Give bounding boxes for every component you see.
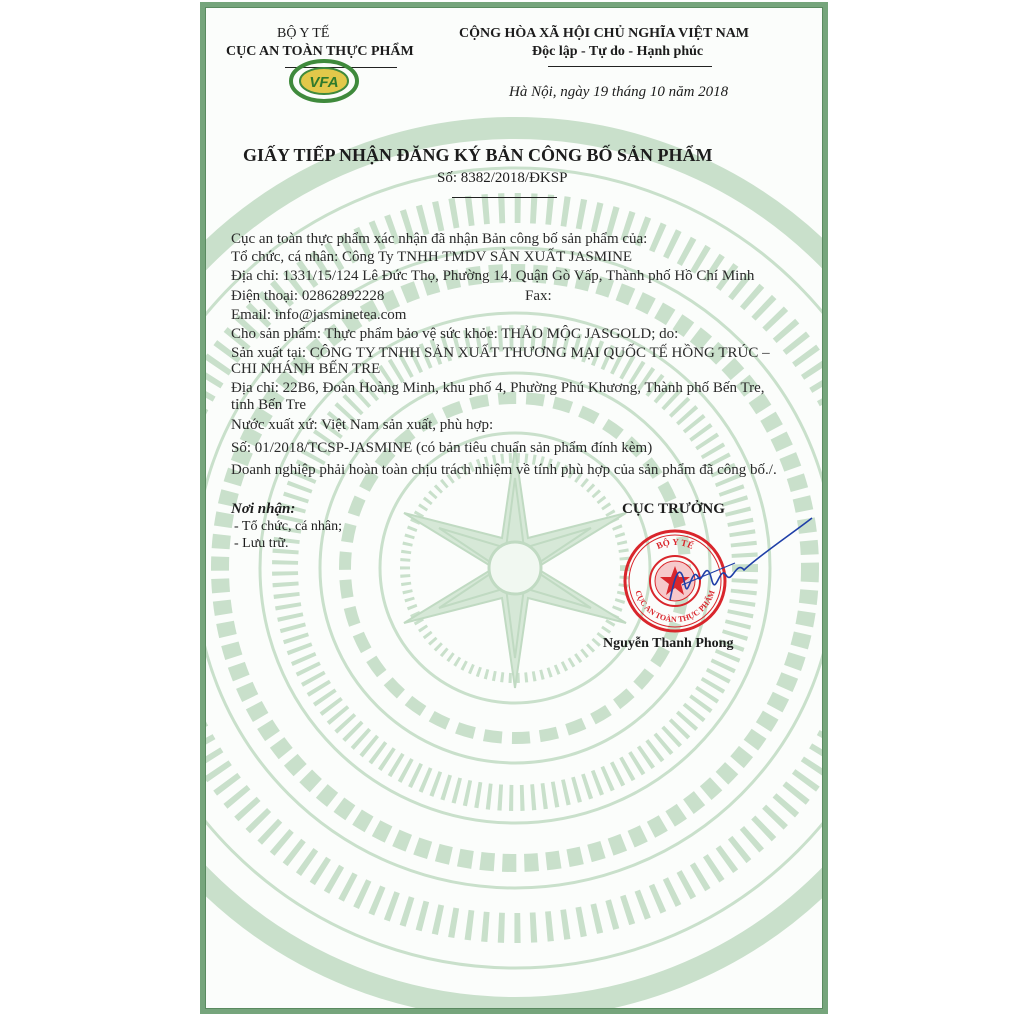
stamp-top-text: BỘ Y TẾ [654,536,696,551]
national-motto: Độc lập - Tự do - Hạnh phúc [532,44,704,59]
organization-address: Địa chỉ: 1331/15/124 Lê Đức Thọ, Phường 14, Quận Gò Vấp, Thành phố Hồ Chí Minh [231,268,755,284]
recipients-heading: Nơi nhận: [231,501,296,517]
vfa-logo-text: VFA [309,74,339,91]
agency-name: CỤC AN TOÀN THỰC PHẨM [226,44,414,59]
motto-underline [548,66,712,67]
title-underline [452,197,557,198]
handwritten-signature [640,515,820,625]
responsibility-line: Doanh nghiệp phải hoàn toàn chịu trách nhiệm về tính phù hợp của sản phẩm đã công bố./. [231,462,777,478]
manufacturer-line-2: CHI NHÁNH BẾN TRE [231,361,381,377]
registration-number: Số: 8382/2018/ĐKSP [437,170,568,186]
manufacturer-line-1: Sản xuất tại: CÔNG TY TNHH SẢN XUẤT THƯƠNG MẠI QUỐC TẾ HỒNG TRÚC – [231,345,770,361]
ministry-name: BỘ Y TẾ [277,26,330,41]
email-line: Email: info@jasminetea.com [231,307,407,323]
product-line: Cho sản phẩm: Thực phẩm bảo vệ sức khỏe: THẢO MỘC JASGOLD; do: [231,326,679,342]
signatory-name: Nguyễn Thanh Phong [603,636,734,651]
recipient-item: - Tổ chức, cá nhân; [234,519,343,534]
standard-line: Số: 01/2018/TCSP-JASMINE (có bản tiêu chuẩn sản phẩm đính kèm) [231,440,653,456]
organization-line: Tổ chức, cá nhân: Công Ty TNHH TMDV SẢN XUẤT JASMINE [231,249,633,265]
place-date: Hà Nội, ngày 19 tháng 10 năm 2018 [509,84,729,100]
manufacturer-address-2: tỉnh Bến Tre [231,397,307,413]
fax-line: Fax: [525,288,552,304]
manufacturer-address-1: Địa chỉ: 22B6, Đoàn Hoàng Minh, khu phố 4, Phường Phú Khương, Thành phố Bến Tre, [231,380,765,396]
phone-line: Điện thoại: 02862892228 [231,288,385,304]
vfa-logo-icon [288,58,360,104]
country-name: CỘNG HÒA XÃ HỘI CHỦ NGHĨA VIỆT NAM [459,26,750,41]
signatory-role: CỤC TRƯỞNG [622,501,725,517]
origin-line: Nước xuất xứ: Việt Nam sản xuất, phù hợp: [231,417,494,433]
document-title: GIẤY TIẾP NHẬN ĐĂNG KÝ BẢN CÔNG BỐ SẢN PHẨM [243,145,713,165]
stamp-bottom-text: CỤC AN TOÀN THỰC PHẨM [633,589,717,625]
recipient-item: - Lưu trữ. [234,536,289,551]
confirmation-line: Cục an toàn thực phẩm xác nhận đã nhận Bản công bố sản phẩm của: [231,231,648,247]
